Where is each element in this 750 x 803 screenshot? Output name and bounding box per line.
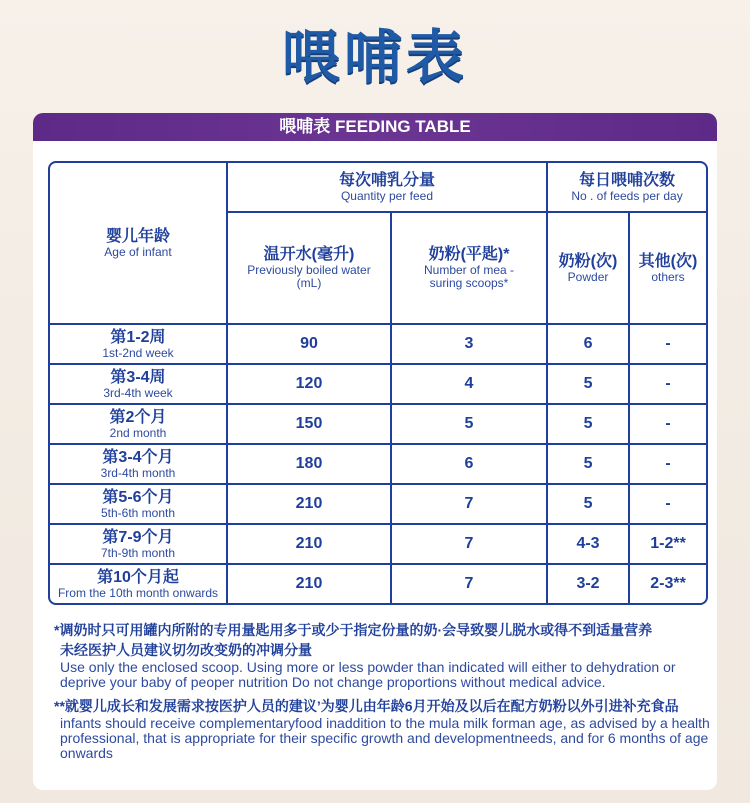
others-header <box>630 213 706 325</box>
water-cell: 120 <box>228 365 392 405</box>
age-cell <box>50 405 228 445</box>
quantity-header-en: Quantity per feed <box>340 188 434 203</box>
age-cn: 第5-6个月 <box>102 489 174 506</box>
age-en: 3rd-4th month <box>100 466 176 480</box>
age-cell <box>50 325 228 365</box>
others-cell: - <box>630 365 706 405</box>
age-cn: 第2个月 <box>109 409 167 426</box>
table-row <box>50 405 706 445</box>
age-header <box>50 163 228 325</box>
age-en: 1st-2nd week <box>102 346 174 360</box>
water-cell: 150 <box>228 405 392 445</box>
note1-cn-b: 未经医护人员建议切勿改变奶的冲调分量 <box>60 642 312 658</box>
age-en: 5th-6th month <box>100 506 176 520</box>
powder-count-cell: 5 <box>548 365 630 405</box>
quantity-header-cn: 每次哺乳分量 <box>339 171 436 189</box>
age-cell <box>50 445 228 485</box>
age-cell <box>50 525 228 565</box>
age-cn: 第10个月起 <box>97 569 179 586</box>
age-cn: 第3-4周 <box>110 369 166 386</box>
powder-count-header-cn: 奶粉(次) <box>558 252 618 270</box>
table-row <box>50 485 706 525</box>
others-cell: - <box>630 325 706 365</box>
powder-count-cell: 5 <box>548 405 630 445</box>
water-cell: 210 <box>228 485 392 525</box>
others-header-en: others <box>651 269 685 284</box>
scoops-cell: 6 <box>392 445 548 485</box>
scoops-cell: 7 <box>392 525 548 565</box>
scoops-cell: 7 <box>392 485 548 525</box>
powder-count-cell: 3-2 <box>548 565 630 603</box>
table-row <box>50 565 706 603</box>
age-cn: 第7-9个月 <box>102 529 174 546</box>
age-en: 2nd month <box>109 426 167 440</box>
others-cell: 1-2** <box>630 525 706 565</box>
powder-count-cell: 5 <box>548 485 630 525</box>
note2-en: infants should receive complementaryfood inaddition to the mula milk forman age, as advised by a health professional, that is appropriate for their specific growth and developmentneeds, and for 6 months of age onwards <box>60 715 710 761</box>
water-cell: 210 <box>228 525 392 565</box>
scoops-cell: 3 <box>392 325 548 365</box>
water-header-en: Previously boiled water (mL) <box>247 263 371 290</box>
others-header-cn: 其他(次) <box>638 252 698 270</box>
others-cell: 2-3** <box>650 575 686 592</box>
footnotes <box>54 620 714 761</box>
water-header-cn: 温开水(毫升) <box>263 246 355 263</box>
age-cell <box>50 365 228 405</box>
scoops-cell: 7 <box>392 565 548 603</box>
age-cell <box>50 485 228 525</box>
feeding-table <box>48 161 708 605</box>
note2-cn: **就婴儿成长和发展需求按医护人员的建议’为婴儿由年龄6月开始及以后在配方奶粉以外引进补充食品 <box>54 698 679 714</box>
others-cell: - <box>630 445 706 485</box>
age-en: From the 10th month onwards <box>57 586 219 600</box>
age-cell <box>50 565 228 603</box>
section-banner: 喂哺表 FEEDING TABLE <box>33 113 717 141</box>
powder-count-cell: 6 <box>548 325 630 365</box>
age-en: 7th-9th month <box>100 546 176 560</box>
note1-en: Use only the enclosed scoop. Using more or less powder than indicated will either to dehydration or deprive your baby of peoper nutrition Do not change proportions without medical advice. <box>60 659 676 690</box>
feeds-header-cn: 每日喂哺次数 <box>579 171 676 189</box>
age-en: 3rd-4th week <box>103 386 173 400</box>
powder-count-cell: 5 <box>548 445 630 485</box>
others-cell: - <box>630 405 706 445</box>
scoops-header-cn: 奶粉(平匙)* <box>428 246 510 263</box>
water-cell: 90 <box>228 325 392 365</box>
age-cn: 第1-2周 <box>110 329 166 346</box>
water-cell: 180 <box>228 445 392 485</box>
scoops-cell: 5 <box>392 405 548 445</box>
page-title: 喂哺表 <box>281 23 468 91</box>
water-cell: 210 <box>228 565 392 603</box>
table-row <box>50 325 706 365</box>
age-cn: 第3-4个月 <box>102 449 174 466</box>
water-header <box>228 213 392 325</box>
note1-cn-a: *调奶时只可用罐内所附的专用量匙用多于或少于指定份量的奶·会导致婴儿脱水或得不到适量营养 <box>54 622 653 638</box>
powder-count-header-en: Powder <box>567 269 609 284</box>
table-row <box>50 525 706 565</box>
feeds-header <box>548 163 706 213</box>
feeds-header-en: No . of feeds per day <box>571 188 683 203</box>
others-cell: - <box>630 485 706 525</box>
quantity-header <box>228 163 548 213</box>
powder-count-header <box>548 213 630 325</box>
table-row <box>50 365 706 405</box>
powder-count-cell: 4-3 <box>548 525 630 565</box>
table-row <box>50 445 706 485</box>
age-header-en: Age of infant <box>104 244 172 259</box>
scoops-header-en: Number of mea - suring scoops* <box>423 263 515 290</box>
scoops-cell: 4 <box>392 365 548 405</box>
scoops-header <box>392 213 548 325</box>
age-header-cn: 婴儿年龄 <box>105 227 170 245</box>
